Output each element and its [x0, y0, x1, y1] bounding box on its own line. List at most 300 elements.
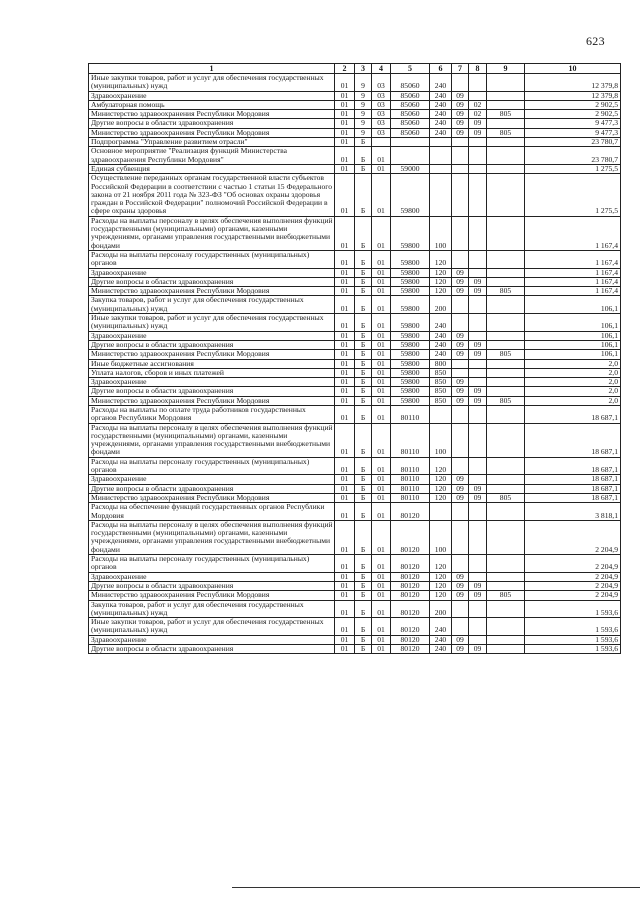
- code-5-cell: 59000: [391, 164, 430, 173]
- code-2-cell: 01: [335, 216, 355, 250]
- amount-cell: 1 593,6: [525, 618, 621, 636]
- column-header: 5: [391, 64, 430, 74]
- code-4-cell: 01: [372, 174, 391, 216]
- code-7-cell: [452, 423, 469, 457]
- code-5-cell: 80120: [391, 572, 430, 581]
- amount-cell: 23 780,7: [525, 147, 621, 165]
- code-8-cell: 09: [469, 581, 487, 590]
- code-8-cell: [469, 138, 487, 147]
- code-7-cell: [452, 250, 469, 268]
- code-5-cell: 59800: [391, 350, 430, 359]
- code-7-cell: 09: [452, 91, 469, 100]
- table-row: [89, 457, 621, 475]
- code-4-cell: 01: [372, 387, 391, 396]
- code-7-cell: 09: [452, 378, 469, 387]
- code-7-cell: [452, 74, 469, 92]
- code-5-cell: 80120: [391, 555, 430, 573]
- code-3-cell: Б: [355, 591, 372, 600]
- code-7-cell: 09: [452, 350, 469, 359]
- code-4-cell: 03: [372, 91, 391, 100]
- code-4-cell: 01: [372, 287, 391, 296]
- code-7-cell: [452, 520, 469, 554]
- code-3-cell: Б: [355, 296, 372, 314]
- row-name-cell: Подпрограмма "Управление развитием отрасли": [89, 138, 335, 147]
- code-4-cell: 01: [372, 296, 391, 314]
- code-9-cell: [487, 475, 525, 484]
- code-6-cell: 240: [430, 91, 452, 100]
- code-8-cell: 09: [469, 396, 487, 405]
- code-4-cell: 01: [372, 268, 391, 277]
- page-number: 623: [586, 34, 605, 48]
- row-name-cell: Другие вопросы в области здравоохранения: [89, 387, 335, 396]
- code-7-cell: 09: [452, 128, 469, 137]
- row-name-cell: Уплата налогов, сборов и иных платежей: [89, 368, 335, 377]
- code-5-cell: 59800: [391, 296, 430, 314]
- column-header: 3: [355, 64, 372, 74]
- budget-table: [88, 63, 621, 654]
- row-name-cell: Амбулаторная помощь: [89, 100, 335, 109]
- row-name-cell: Министерство здравоохранения Республики Мордовия: [89, 493, 335, 502]
- code-9-cell: 805: [487, 493, 525, 502]
- code-7-cell: [452, 216, 469, 250]
- amount-cell: 2 204,9: [525, 555, 621, 573]
- code-9-cell: [487, 423, 525, 457]
- code-4-cell: 01: [372, 164, 391, 173]
- code-3-cell: 9: [355, 110, 372, 119]
- code-8-cell: [469, 503, 487, 521]
- code-7-cell: 09: [452, 287, 469, 296]
- table-row: [89, 405, 621, 423]
- code-4-cell: 01: [372, 618, 391, 636]
- code-4-cell: 01: [372, 493, 391, 502]
- column-header: 1: [89, 64, 335, 74]
- code-2-cell: 01: [335, 110, 355, 119]
- code-9-cell: 805: [487, 396, 525, 405]
- row-name-cell: Здравоохранение: [89, 635, 335, 644]
- table-row: [89, 74, 621, 92]
- code-9-cell: [487, 91, 525, 100]
- code-6-cell: 850: [430, 378, 452, 387]
- code-8-cell: [469, 378, 487, 387]
- table-row: [89, 368, 621, 377]
- code-3-cell: Б: [355, 493, 372, 502]
- code-5-cell: 80120: [391, 591, 430, 600]
- code-5-cell: 80120: [391, 635, 430, 644]
- code-4-cell: 01: [372, 396, 391, 405]
- column-header: 9: [487, 64, 525, 74]
- amount-cell: 2,0: [525, 378, 621, 387]
- code-5-cell: 85060: [391, 128, 430, 137]
- code-6-cell: 120: [430, 475, 452, 484]
- amount-cell: 3 818,1: [525, 503, 621, 521]
- code-2-cell: 01: [335, 484, 355, 493]
- code-6-cell: 200: [430, 600, 452, 618]
- table-row: [89, 581, 621, 590]
- code-6-cell: 240: [430, 350, 452, 359]
- code-8-cell: 09: [469, 484, 487, 493]
- amount-cell: 18 687,1: [525, 484, 621, 493]
- row-name-cell: Иные закупки товаров, работ и услуг для обеспечения государственных (муниципальных) нужд: [89, 618, 335, 636]
- column-header: 4: [372, 64, 391, 74]
- table-row: [89, 503, 621, 521]
- code-8-cell: [469, 164, 487, 173]
- table-row: [89, 128, 621, 137]
- code-2-cell: 01: [335, 119, 355, 128]
- code-3-cell: Б: [355, 147, 372, 165]
- amount-cell: 18 687,1: [525, 405, 621, 423]
- amount-cell: 1 593,6: [525, 645, 621, 654]
- code-7-cell: 09: [452, 387, 469, 396]
- bottom-rule: [232, 887, 640, 888]
- table-row: [89, 100, 621, 109]
- amount-cell: 1 167,4: [525, 268, 621, 277]
- row-name-cell: Здравоохранение: [89, 475, 335, 484]
- code-5-cell: 80120: [391, 581, 430, 590]
- code-6-cell: [430, 503, 452, 521]
- code-8-cell: [469, 368, 487, 377]
- code-2-cell: 01: [335, 368, 355, 377]
- code-9-cell: [487, 520, 525, 554]
- code-2-cell: 01: [335, 493, 355, 502]
- table-row: [89, 484, 621, 493]
- code-6-cell: 120: [430, 287, 452, 296]
- code-4-cell: 03: [372, 74, 391, 92]
- amount-cell: 2 902,5: [525, 100, 621, 109]
- code-5-cell: 59800: [391, 340, 430, 349]
- code-8-cell: [469, 475, 487, 484]
- code-4-cell: 01: [372, 277, 391, 286]
- code-8-cell: 09: [469, 128, 487, 137]
- row-name-cell: Иные бюджетные ассигнования: [89, 359, 335, 368]
- amount-cell: 18 687,1: [525, 475, 621, 484]
- code-3-cell: Б: [355, 581, 372, 590]
- code-3-cell: Б: [355, 405, 372, 423]
- table-row: [89, 396, 621, 405]
- row-name-cell: Осуществление переданных органам государственной власти субъектов Российской Федерации в соответствии с частью 1 статьи 15 Федерального закона от 21 ноября 2011 года № 323-ФЗ "Об основах охраны здоровья граждан в Российской Федерации" полномочий Российской Федерации в сфере охраны здоровья: [89, 174, 335, 216]
- code-8-cell: [469, 74, 487, 92]
- amount-cell: 1 275,5: [525, 164, 621, 173]
- code-6-cell: 120: [430, 484, 452, 493]
- row-name-cell: Здравоохранение: [89, 572, 335, 581]
- row-name-cell: Основное мероприятие "Реализация функций Министерства здравоохранения Республики Мордовия": [89, 147, 335, 165]
- code-8-cell: 09: [469, 387, 487, 396]
- table-row: [89, 520, 621, 554]
- code-2-cell: 01: [335, 74, 355, 92]
- table-row: [89, 618, 621, 636]
- code-4-cell: [372, 138, 391, 147]
- code-3-cell: Б: [355, 138, 372, 147]
- amount-cell: 1 167,4: [525, 216, 621, 250]
- code-2-cell: 01: [335, 174, 355, 216]
- row-name-cell: Расходы на выплаты персоналу в целях обеспечения выполнения функций государственными (муниципальными) органами, казенными учреждениями, органами управления государственными внебюджетными фондами: [89, 216, 335, 250]
- code-7-cell: [452, 314, 469, 332]
- code-6-cell: [430, 164, 452, 173]
- code-7-cell: [452, 555, 469, 573]
- code-4-cell: 01: [372, 350, 391, 359]
- table-row: [89, 572, 621, 581]
- code-6-cell: 120: [430, 572, 452, 581]
- code-3-cell: Б: [355, 350, 372, 359]
- code-9-cell: 805: [487, 350, 525, 359]
- table-row: [89, 277, 621, 286]
- row-name-cell: Расходы на выплаты персоналу государственных (муниципальных) органов: [89, 555, 335, 573]
- amount-cell: 18 687,1: [525, 457, 621, 475]
- code-9-cell: [487, 147, 525, 165]
- amount-cell: 2 204,9: [525, 520, 621, 554]
- code-2-cell: 01: [335, 555, 355, 573]
- amount-cell: 18 687,1: [525, 423, 621, 457]
- amount-cell: 1 167,4: [525, 287, 621, 296]
- code-2-cell: 01: [335, 618, 355, 636]
- code-2-cell: 01: [335, 423, 355, 457]
- code-6-cell: [430, 174, 452, 216]
- amount-cell: 106,1: [525, 314, 621, 332]
- code-4-cell: 01: [372, 359, 391, 368]
- code-9-cell: [487, 503, 525, 521]
- code-3-cell: Б: [355, 277, 372, 286]
- code-5-cell: 59800: [391, 216, 430, 250]
- row-name-cell: Расходы на выплаты персоналу в целях обеспечения выполнения функций государственными (муниципальными) органами, казенными учреждениями, органами управления государственными внебюджетными фондами: [89, 520, 335, 554]
- code-5-cell: 80110: [391, 457, 430, 475]
- code-9-cell: [487, 387, 525, 396]
- code-8-cell: 09: [469, 277, 487, 286]
- code-6-cell: 120: [430, 581, 452, 590]
- code-8-cell: 02: [469, 100, 487, 109]
- table-row: [89, 645, 621, 654]
- code-5-cell: 59800: [391, 250, 430, 268]
- code-8-cell: 02: [469, 110, 487, 119]
- code-7-cell: [452, 138, 469, 147]
- row-name-cell: Расходы на выплаты персоналу в целях обеспечения выполнения функций государственными (муниципальными) органами, казенными учреждениями, органами управления государственными внебюджетными фондами: [89, 423, 335, 457]
- table-row: [89, 164, 621, 173]
- code-9-cell: [487, 296, 525, 314]
- code-2-cell: 01: [335, 100, 355, 109]
- code-4-cell: 01: [372, 484, 391, 493]
- code-5-cell: 59800: [391, 331, 430, 340]
- code-7-cell: [452, 618, 469, 636]
- code-6-cell: 120: [430, 457, 452, 475]
- code-4-cell: 01: [372, 645, 391, 654]
- code-7-cell: 09: [452, 340, 469, 349]
- code-8-cell: 09: [469, 645, 487, 654]
- code-8-cell: [469, 147, 487, 165]
- table-row: [89, 387, 621, 396]
- code-3-cell: Б: [355, 216, 372, 250]
- code-7-cell: [452, 296, 469, 314]
- code-2-cell: 01: [335, 635, 355, 644]
- code-7-cell: 09: [452, 110, 469, 119]
- code-8-cell: 09: [469, 340, 487, 349]
- code-3-cell: Б: [355, 555, 372, 573]
- code-9-cell: [487, 618, 525, 636]
- code-8-cell: [469, 572, 487, 581]
- code-4-cell: 01: [372, 405, 391, 423]
- code-8-cell: [469, 405, 487, 423]
- code-3-cell: Б: [355, 423, 372, 457]
- code-7-cell: [452, 147, 469, 165]
- amount-cell: 18 687,1: [525, 493, 621, 502]
- code-3-cell: Б: [355, 340, 372, 349]
- code-7-cell: 09: [452, 268, 469, 277]
- row-name-cell: Здравоохранение: [89, 91, 335, 100]
- amount-cell: 2 204,9: [525, 572, 621, 581]
- row-name-cell: Министерство здравоохранения Республики Мордовия: [89, 128, 335, 137]
- code-5-cell: 80120: [391, 645, 430, 654]
- code-4-cell: 01: [372, 635, 391, 644]
- code-9-cell: [487, 164, 525, 173]
- code-5-cell: 80120: [391, 600, 430, 618]
- code-7-cell: 09: [452, 572, 469, 581]
- row-name-cell: Министерство здравоохранения Республики Мордовия: [89, 110, 335, 119]
- code-6-cell: 240: [430, 110, 452, 119]
- code-2-cell: 01: [335, 581, 355, 590]
- code-2-cell: 01: [335, 250, 355, 268]
- code-2-cell: 01: [335, 128, 355, 137]
- code-9-cell: [487, 331, 525, 340]
- code-8-cell: [469, 174, 487, 216]
- code-2-cell: 01: [335, 147, 355, 165]
- code-4-cell: 01: [372, 475, 391, 484]
- code-5-cell: 59800: [391, 277, 430, 286]
- row-name-cell: Другие вопросы в области здравоохранения: [89, 581, 335, 590]
- code-8-cell: [469, 216, 487, 250]
- amount-cell: 106,1: [525, 350, 621, 359]
- table-header-row: [89, 64, 621, 74]
- code-5-cell: 80110: [391, 475, 430, 484]
- table-row: [89, 314, 621, 332]
- code-3-cell: Б: [355, 484, 372, 493]
- amount-cell: 2,0: [525, 359, 621, 368]
- amount-cell: 1 593,6: [525, 635, 621, 644]
- code-4-cell: 01: [372, 581, 391, 590]
- code-6-cell: 100: [430, 216, 452, 250]
- amount-cell: 106,1: [525, 296, 621, 314]
- code-4-cell: 01: [372, 250, 391, 268]
- amount-cell: 9 477,3: [525, 119, 621, 128]
- row-name-cell: Здравоохранение: [89, 378, 335, 387]
- code-8-cell: [469, 331, 487, 340]
- code-7-cell: [452, 368, 469, 377]
- code-6-cell: 240: [430, 331, 452, 340]
- code-4-cell: 03: [372, 128, 391, 137]
- code-3-cell: 9: [355, 74, 372, 92]
- code-6-cell: 800: [430, 359, 452, 368]
- code-4-cell: 01: [372, 503, 391, 521]
- table-body: [89, 64, 621, 654]
- code-6-cell: 850: [430, 396, 452, 405]
- code-5-cell: 59800: [391, 359, 430, 368]
- code-7-cell: [452, 457, 469, 475]
- code-5-cell: 80110: [391, 405, 430, 423]
- code-4-cell: 01: [372, 520, 391, 554]
- code-3-cell: 9: [355, 128, 372, 137]
- code-7-cell: 09: [452, 396, 469, 405]
- code-6-cell: [430, 405, 452, 423]
- code-9-cell: [487, 645, 525, 654]
- code-2-cell: 01: [335, 287, 355, 296]
- code-6-cell: [430, 138, 452, 147]
- table-row: [89, 555, 621, 573]
- code-7-cell: [452, 174, 469, 216]
- code-7-cell: 09: [452, 645, 469, 654]
- code-4-cell: 03: [372, 119, 391, 128]
- code-8-cell: [469, 268, 487, 277]
- code-2-cell: 01: [335, 350, 355, 359]
- code-9-cell: 805: [487, 287, 525, 296]
- code-3-cell: Б: [355, 268, 372, 277]
- table-row: [89, 475, 621, 484]
- code-3-cell: Б: [355, 287, 372, 296]
- code-9-cell: [487, 314, 525, 332]
- code-5-cell: 59800: [391, 268, 430, 277]
- code-6-cell: 240: [430, 618, 452, 636]
- amount-cell: 1 275,5: [525, 174, 621, 216]
- code-2-cell: 01: [335, 296, 355, 314]
- code-2-cell: 01: [335, 503, 355, 521]
- code-9-cell: 805: [487, 591, 525, 600]
- table-row: [89, 91, 621, 100]
- code-2-cell: 01: [335, 405, 355, 423]
- column-header: 2: [335, 64, 355, 74]
- amount-cell: 2,0: [525, 368, 621, 377]
- code-5-cell: [391, 138, 430, 147]
- table-row: [89, 268, 621, 277]
- code-9-cell: [487, 268, 525, 277]
- code-3-cell: Б: [355, 174, 372, 216]
- code-8-cell: [469, 423, 487, 457]
- code-6-cell: 100: [430, 520, 452, 554]
- code-6-cell: 240: [430, 314, 452, 332]
- amount-cell: 9 477,3: [525, 128, 621, 137]
- row-name-cell: Другие вопросы в области здравоохранения: [89, 119, 335, 128]
- code-5-cell: 80110: [391, 493, 430, 502]
- row-name-cell: Закупка товаров, работ и услуг для обеспечения государственных (муниципальных) нужд: [89, 296, 335, 314]
- column-header: 6: [430, 64, 452, 74]
- table-row: [89, 591, 621, 600]
- code-7-cell: 09: [452, 581, 469, 590]
- amount-cell: 2,0: [525, 396, 621, 405]
- code-3-cell: 9: [355, 91, 372, 100]
- table-row: [89, 287, 621, 296]
- table-row: [89, 110, 621, 119]
- row-name-cell: Иные закупки товаров, работ и услуг для обеспечения государственных (муниципальных) нужд: [89, 74, 335, 92]
- code-7-cell: [452, 600, 469, 618]
- code-2-cell: 01: [335, 591, 355, 600]
- code-3-cell: Б: [355, 314, 372, 332]
- code-9-cell: [487, 555, 525, 573]
- code-6-cell: 200: [430, 296, 452, 314]
- code-5-cell: 59800: [391, 174, 430, 216]
- table-row: [89, 600, 621, 618]
- code-8-cell: [469, 296, 487, 314]
- code-8-cell: [469, 457, 487, 475]
- code-7-cell: 09: [452, 484, 469, 493]
- row-name-cell: Единая субвенция: [89, 164, 335, 173]
- amount-cell: 106,1: [525, 340, 621, 349]
- code-8-cell: [469, 91, 487, 100]
- code-6-cell: 850: [430, 387, 452, 396]
- amount-cell: 106,1: [525, 331, 621, 340]
- code-4-cell: 01: [372, 600, 391, 618]
- code-4-cell: 01: [372, 331, 391, 340]
- code-3-cell: Б: [355, 457, 372, 475]
- code-5-cell: 85060: [391, 74, 430, 92]
- row-name-cell: Расходы на обеспечение функций государственных органов Республики Мордовия: [89, 503, 335, 521]
- table-row: [89, 216, 621, 250]
- code-9-cell: [487, 581, 525, 590]
- code-5-cell: 85060: [391, 91, 430, 100]
- code-5-cell: 59800: [391, 314, 430, 332]
